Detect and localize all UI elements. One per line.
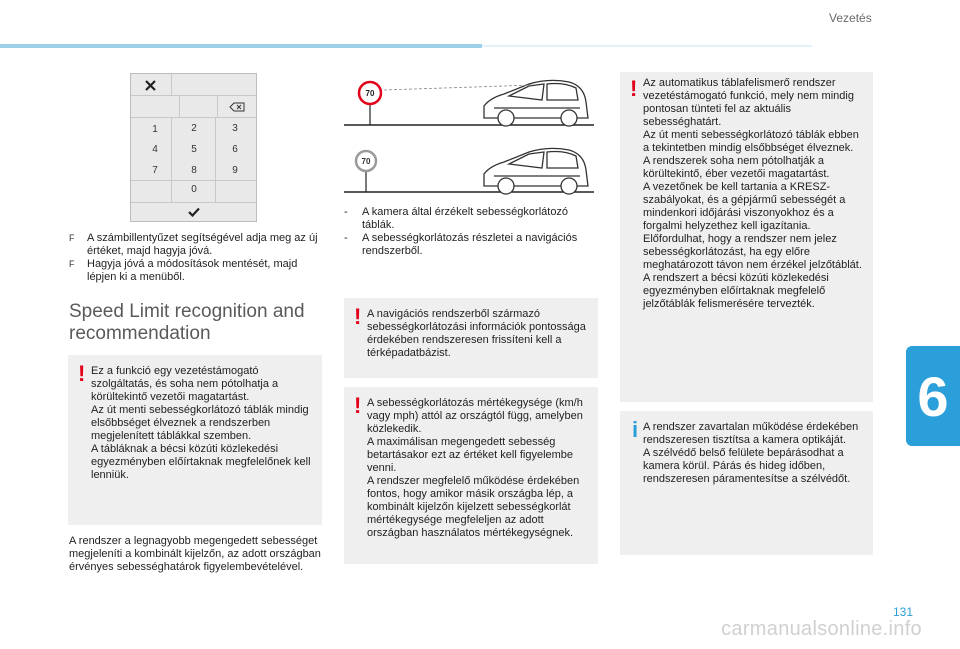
backspace-icon	[221, 98, 253, 116]
checkmark-icon	[176, 204, 212, 220]
key-5: 5	[191, 143, 197, 155]
key-1: 1	[152, 123, 158, 135]
warning-note-1: ! Ez a funkció egy vezetéstámogató szolgáltatás, és soha nem pótolhatja a körültekintő vezetői magatartást. Az út menti sebességkorlátozó táblák mindig elsőbbséget élveznek a rendszerben megjelenített táblákkal szemben. A tábláknak a bécsi közúti közlekedési egyezményben előírtaknak megfelelőnek kell lenniük.	[68, 355, 322, 525]
close-icon	[135, 76, 165, 94]
step-item: F Hagyja jóvá a módosítások mentését, majd lépjen ki a menüből.	[69, 258, 298, 283]
warning-icon: !	[354, 304, 362, 329]
intro-paragraph: A rendszer a legnagyobb megengedett sebességet megjeleníti a kombinált kijelzőn, az adott országban érvényes sebességhatárok figyelembevételével.	[69, 535, 321, 573]
header-accent-bar	[0, 44, 482, 48]
speed-sign-label: 70	[361, 157, 371, 166]
warning-icon: !	[78, 361, 86, 386]
key-2: 2	[191, 122, 197, 134]
warning-note-4: ! Az automatikus táblafelismerő rendszer vezetéstámogató funkció, mely nem mindig pontosan tünteti fel az aktuális sebességhatárt. Az út menti sebességkorlátozó táblák ebben a tekintetben mindig elsőbbséget élveznek. A rendszerek soha nem pótolhatják a körültekintő, éber vezetői magatartást. A vezetőnek be kell tartania a KRESZ-szabályokat, és a gépjármű sebességét a mindenkori időjárási viszonyokhoz és a forgalmi helyzethez kell igazítania. Előfordulhat, hogy a rendszer nem jelez sebességkorlátozást, ha egy előre meghatározott távon nem érzékel jelzőtáblát. A rendszert a bécsi közúti közlekedési egyezményben előírtaknak megfelelő jelzőtáblák felismerésére tervezték.	[620, 72, 873, 402]
info-note: i A rendszer zavartalan működése érdekében rendszeresen tisztítsa a kamera optikáját. A szélvédő belső felülete bepárásodhat a kamera körül. Párás és hideg időben, rendszeresen páramentesítse a szélvédőt.	[620, 411, 873, 555]
car-illustration-navigation-sign	[344, 146, 594, 200]
speed-sign-label: 70	[365, 89, 375, 98]
source-list	[344, 206, 594, 258]
warning-icon: !	[630, 76, 638, 101]
source-item: - A sebességkorlátozás részletei a navigációs rendszerből.	[344, 232, 578, 257]
step-item: F A számbillentyűzet segítségével adja meg az új értéket, majd hagyja jóvá.	[69, 232, 318, 257]
warning-note-2: ! A navigációs rendszerből származó sebességkorlátozási információk pontossága érdekében rendszeresen frissíteni kell a térképadatbázist.	[344, 298, 598, 378]
step-list	[69, 232, 319, 284]
chapter-tab: 6	[906, 346, 960, 446]
key-7: 7	[152, 164, 158, 176]
warning-icon: !	[354, 393, 362, 418]
source-item: - A kamera által érzékelt sebességkorlátozó táblák.	[344, 206, 569, 231]
key-3: 3	[232, 122, 238, 134]
key-4: 4	[152, 143, 158, 155]
watermark: carmanualsonline.info	[721, 618, 922, 640]
key-9: 9	[232, 164, 238, 176]
page-title: Speed Limit recognition and recommendation	[69, 301, 305, 344]
info-icon: i	[632, 417, 639, 442]
key-0: 0	[191, 183, 197, 195]
key-6: 6	[232, 143, 238, 155]
warning-note-3: ! A sebességkorlátozás mértékegysége (km/h vagy mph) attól az országtól függ, amelyben közlekedik. A maximálisan megengedett sebesség betartásakor ezt az értéket kell figyelembe venni. A rendszer megfelelő működése érdekében fontos, hogy amikor másik országba lép, a kombinált kijelzőn kijelzett sebességkorlát mértékegysége megfeleljen az adott országban használatos mértékegységnek.	[344, 387, 598, 564]
numeric-keypad	[130, 73, 257, 222]
header-accent-line	[482, 45, 812, 47]
key-8: 8	[191, 164, 197, 176]
page-number: 131	[892, 605, 913, 619]
car-illustration-camera-sign	[344, 72, 594, 134]
section-title: Vezetés	[829, 11, 872, 25]
